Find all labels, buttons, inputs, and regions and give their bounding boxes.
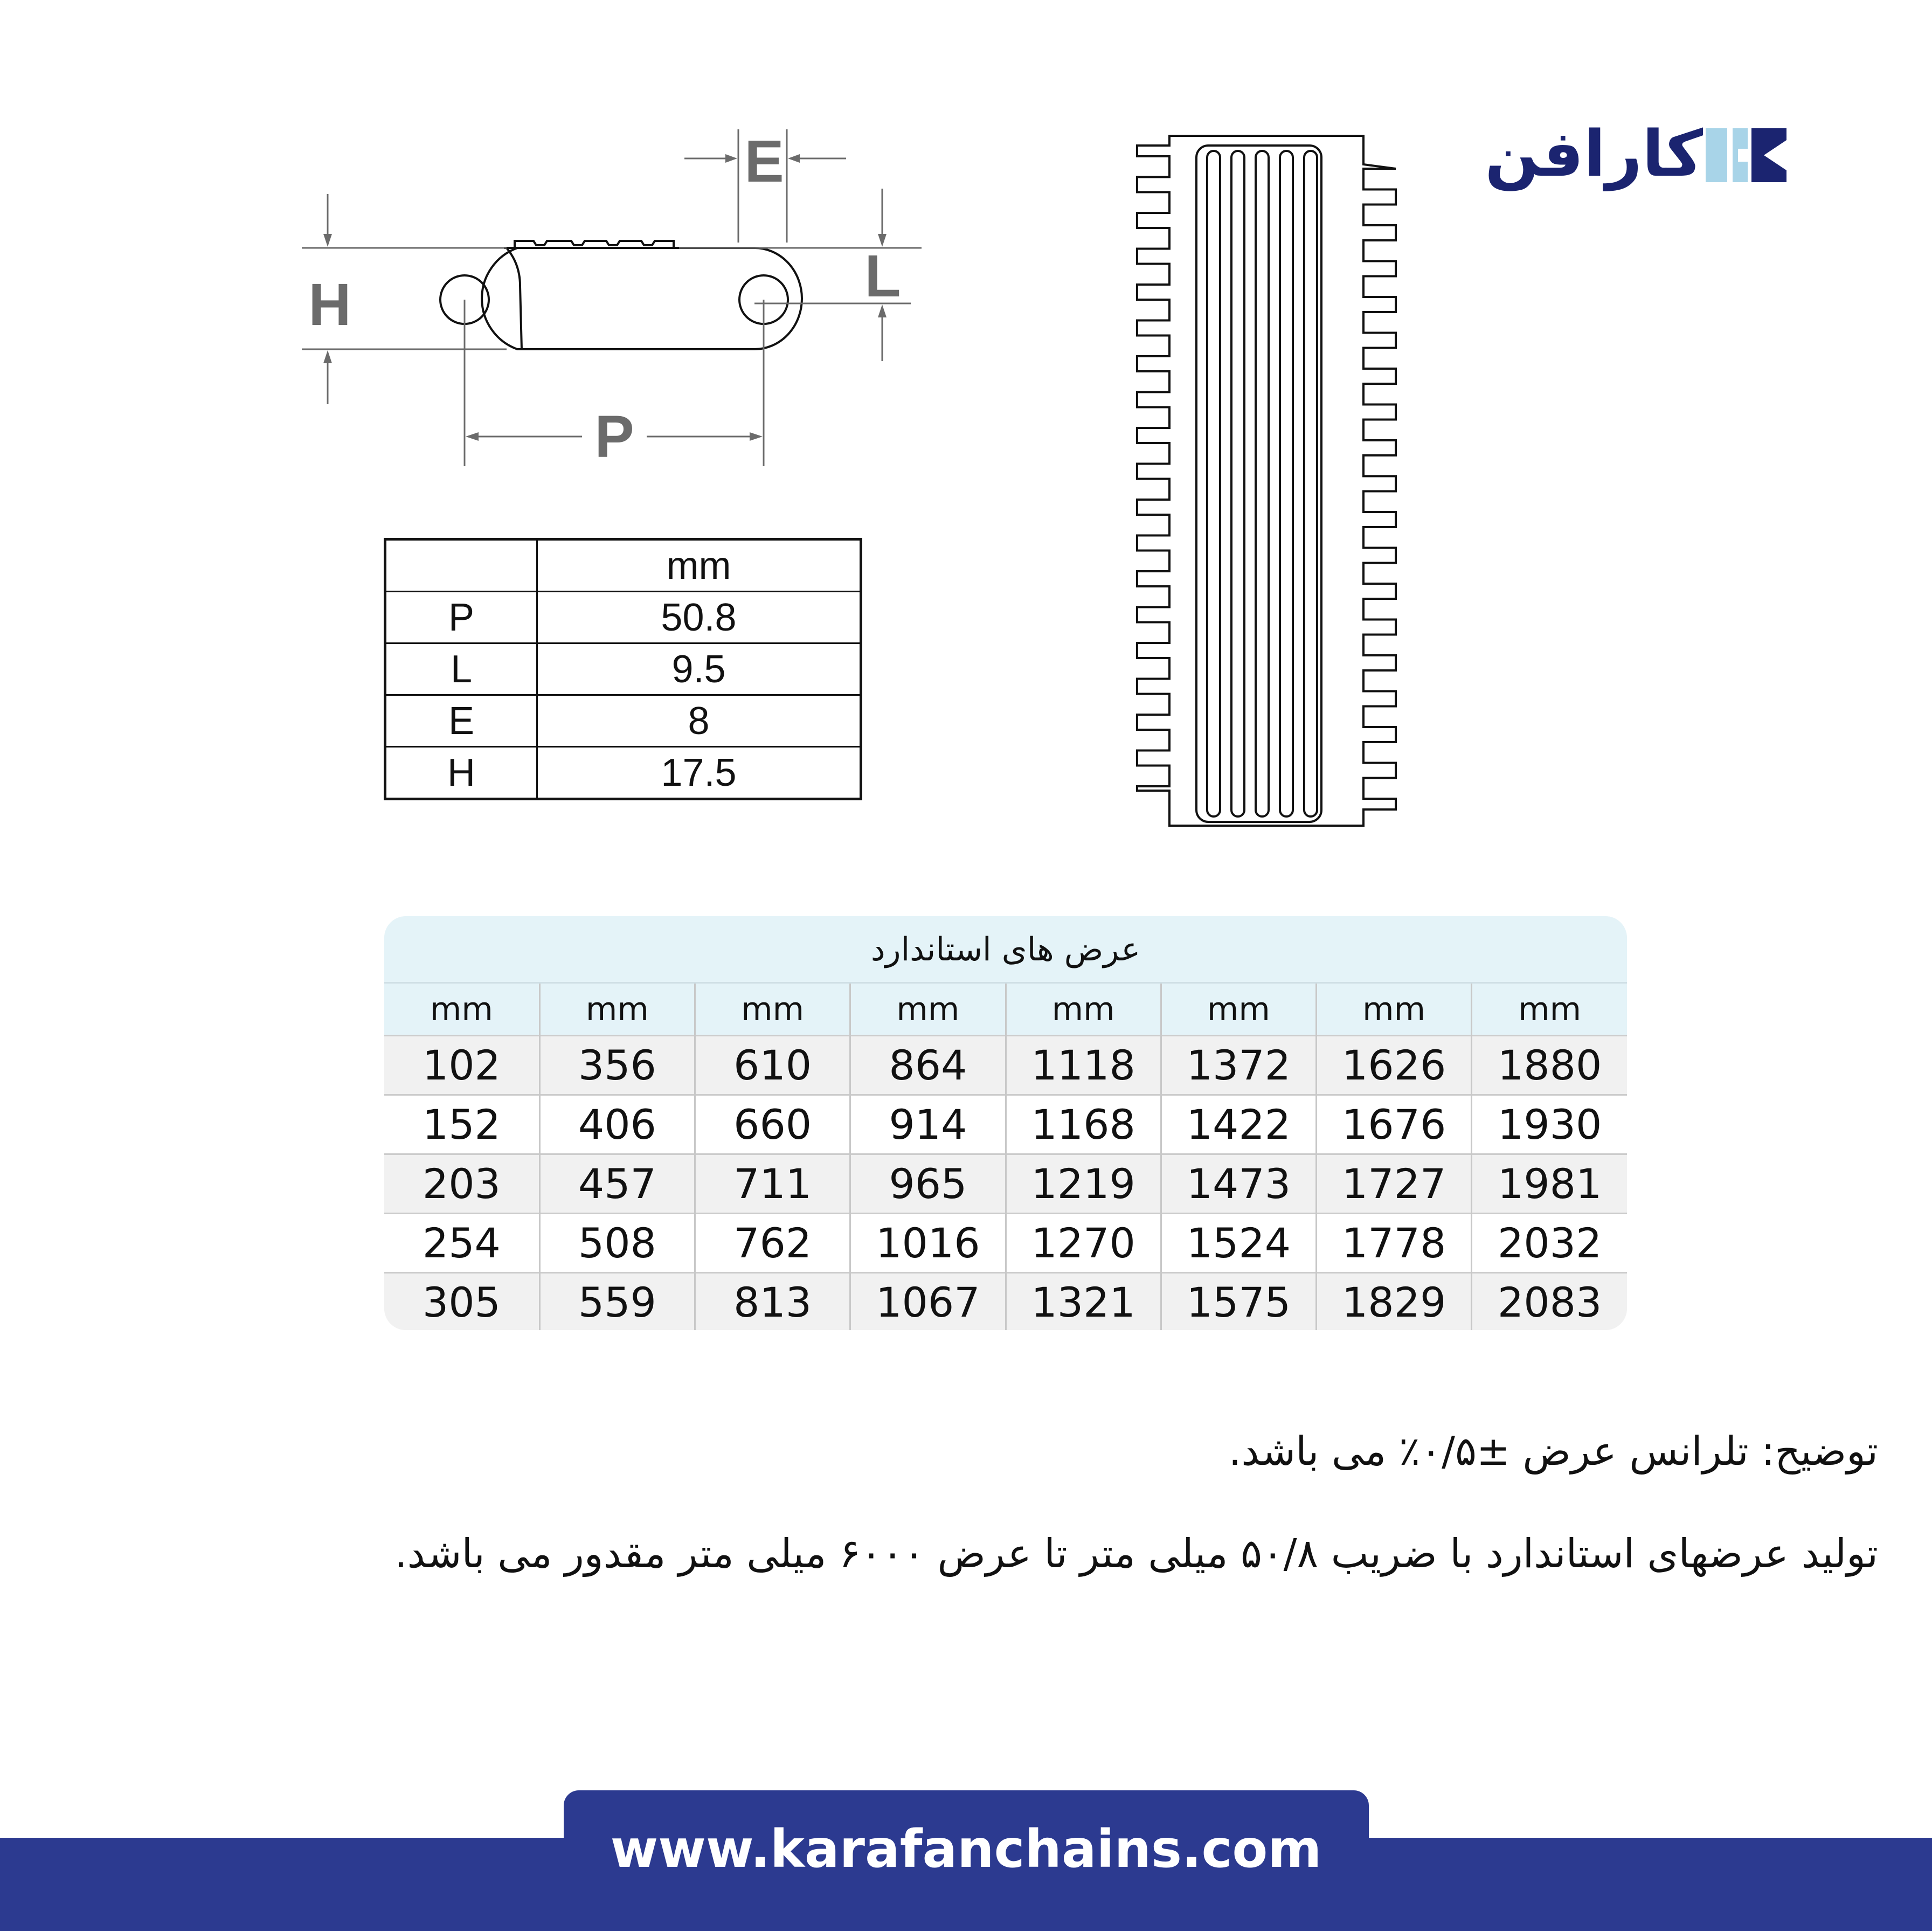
dimension-table (384, 538, 862, 800)
table-row (385, 747, 861, 799)
width-cell: 1981 (1472, 1154, 1627, 1214)
logo-text: کارافن (1485, 116, 1703, 191)
width-cell: 1727 (1317, 1154, 1472, 1214)
unit-cell: mm (1161, 983, 1316, 1036)
belt-rib (1280, 151, 1293, 816)
width-cell: 914 (850, 1095, 1006, 1154)
width-cell: 1473 (1161, 1154, 1316, 1214)
dimension-value: 8 (537, 695, 861, 747)
dimension-value: 9.5 (537, 643, 861, 695)
table-row (385, 592, 861, 643)
width-cell: 660 (695, 1095, 850, 1154)
unit-cell: mm (1006, 983, 1161, 1036)
width-cell: 1321 (1006, 1273, 1161, 1331)
width-cell: 152 (384, 1095, 539, 1154)
table-row (384, 1154, 1627, 1214)
width-cell: 2083 (1472, 1273, 1627, 1331)
unit-row (384, 983, 1627, 1036)
logo-mark-icon (1706, 128, 1786, 182)
widths-grid (384, 982, 1627, 1330)
width-cell: 1372 (1161, 1036, 1316, 1095)
table-row (384, 1214, 1627, 1273)
table-row (384, 1095, 1627, 1154)
width-cell: 762 (695, 1214, 850, 1273)
width-cell: 1778 (1317, 1214, 1472, 1273)
width-cell: 559 (539, 1273, 695, 1331)
unit-cell: mm (1472, 983, 1627, 1036)
dimension-key: H (385, 747, 537, 799)
belt-rib (1304, 151, 1317, 816)
width-cell: 508 (539, 1214, 695, 1273)
width-cell: 1575 (1161, 1273, 1316, 1331)
width-cell: 1880 (1472, 1036, 1627, 1095)
width-cell: 1626 (1317, 1036, 1472, 1095)
footer-website-link[interactable]: www.karafanchains.com (610, 1819, 1322, 1879)
belt-rib (1231, 151, 1244, 816)
width-cell: 102 (384, 1036, 539, 1095)
chain-top-view-diagram (1126, 129, 1407, 830)
tolerance-note: توضیح: تلرانس عرض ±۰/۵٪ می باشد. (1228, 1428, 1878, 1475)
width-cell: 1219 (1006, 1154, 1161, 1214)
dim-label-p: P (594, 404, 634, 470)
dimension-value: 17.5 (537, 747, 861, 799)
table-row (384, 1036, 1627, 1095)
width-cell: 305 (384, 1273, 539, 1331)
width-cell: 1168 (1006, 1095, 1161, 1154)
belt-ribs (1207, 151, 1317, 816)
table-row (385, 695, 861, 747)
unit-cell: mm (539, 983, 695, 1036)
width-cell: 864 (850, 1036, 1006, 1095)
dimension-value: 50.8 (537, 592, 861, 643)
dim-label-l: L (864, 243, 901, 309)
width-cell: 356 (539, 1036, 695, 1095)
chain-side-view-diagram (291, 129, 938, 480)
width-cell: 406 (539, 1095, 695, 1154)
width-cell: 1930 (1472, 1095, 1627, 1154)
table-row (384, 1273, 1627, 1331)
table-row (385, 643, 861, 695)
dimension-key: P (385, 592, 537, 643)
dim-label-e: E (744, 129, 784, 195)
unit-cell: mm (1317, 983, 1472, 1036)
width-cell: 1676 (1317, 1095, 1472, 1154)
brand-logo (1466, 116, 1789, 194)
production-note: تولید عرضهای استاندارد با ضریب ۵۰/۸ میلی متر تا عرض ۶۰۰۰ میلی متر مقدور می باشد. (394, 1531, 1878, 1577)
width-cell: 1067 (850, 1273, 1006, 1331)
width-cell: 610 (695, 1036, 850, 1095)
width-cell: 1016 (850, 1214, 1006, 1273)
width-cell: 1524 (1161, 1214, 1316, 1273)
width-cell: 1270 (1006, 1214, 1161, 1273)
belt-rib (1207, 151, 1220, 816)
unit-cell: mm (384, 983, 539, 1036)
belt-outline (1137, 136, 1396, 826)
dimension-unit: mm (537, 539, 861, 592)
width-cell: 457 (539, 1154, 695, 1214)
width-cell: 1118 (1006, 1036, 1161, 1095)
widths-title: عرض های استاندارد (384, 916, 1627, 982)
width-cell: 254 (384, 1214, 539, 1273)
standard-widths-table (384, 916, 1627, 1330)
width-cell: 203 (384, 1154, 539, 1214)
dim-label-h: H (308, 272, 351, 338)
unit-cell: mm (695, 983, 850, 1036)
width-cell: 2032 (1472, 1214, 1627, 1273)
width-cell: 965 (850, 1154, 1006, 1214)
dimension-key: L (385, 643, 537, 695)
width-cell: 1829 (1317, 1273, 1472, 1331)
dimension-header-row (385, 539, 861, 592)
width-cell: 1422 (1161, 1095, 1316, 1154)
unit-cell: mm (850, 983, 1006, 1036)
dimension-key: E (385, 695, 537, 747)
belt-rib (1256, 151, 1269, 816)
width-cell: 813 (695, 1273, 850, 1331)
width-cell: 711 (695, 1154, 850, 1214)
